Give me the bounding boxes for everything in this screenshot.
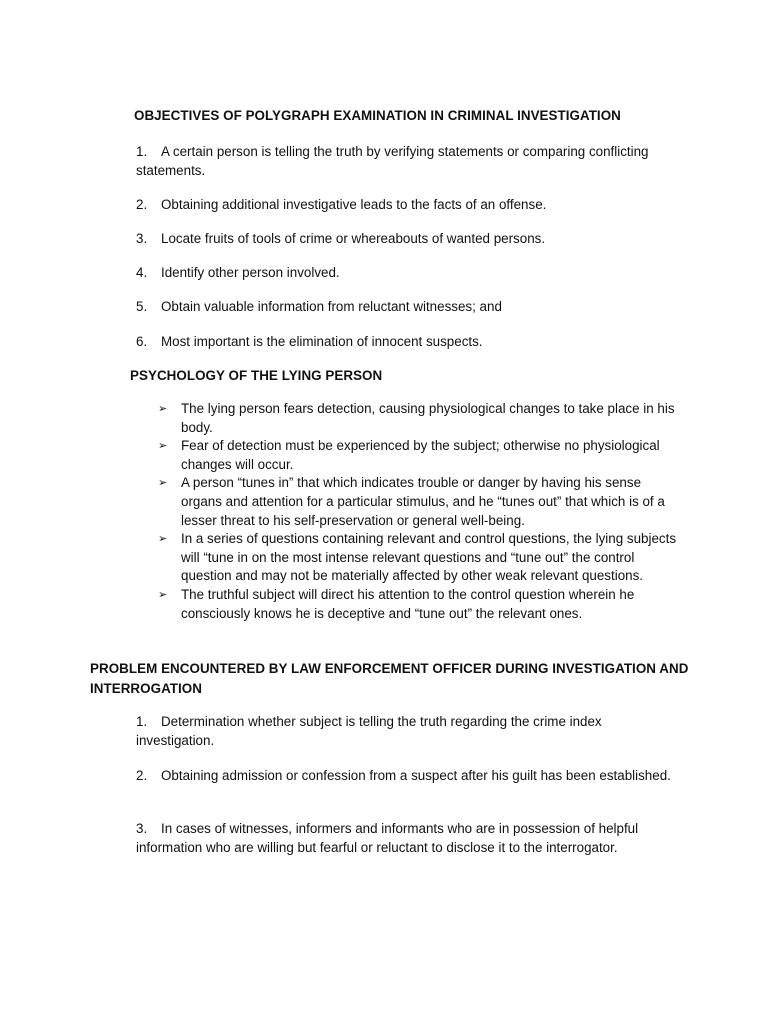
bullet-text: In a series of questions containing relevant and control questions, the lying subjects will “tune in on the most intense relevant questions and “tune out” the control question and may not be materially affected by other weak relevant questions. bbox=[181, 531, 677, 584]
item-text: Most important is the elimination of innocent suspects. bbox=[161, 334, 483, 349]
item-number: 3. bbox=[136, 231, 148, 246]
arrow-bullet-icon: ➢ bbox=[158, 533, 168, 546]
bullet-text: Fear of detection must be experienced by the subject; otherwise no physiological changes will occur. bbox=[181, 438, 660, 472]
objective-item bbox=[136, 195, 676, 214]
item-number: 4. bbox=[136, 265, 148, 280]
item-text: In cases of witnesses, informers and informants who are in possession of helpful information who are willing but fearful or reluctant to disclose it to the interrogator. bbox=[136, 821, 639, 855]
item-text: Obtaining additional investigative leads to the facts of an offense. bbox=[161, 197, 547, 212]
objective-item bbox=[136, 142, 676, 180]
item-text: A certain person is telling the truth by verifying statements or comparing conflicting statements. bbox=[136, 144, 649, 178]
item-number: 3. bbox=[136, 821, 148, 836]
objective-item bbox=[136, 229, 676, 248]
item-number: 1. bbox=[136, 714, 148, 729]
item-text: Obtain valuable information from reluctant witnesses; and bbox=[161, 299, 502, 314]
bullet-item bbox=[158, 474, 678, 530]
problem-item bbox=[136, 819, 676, 857]
bullet-item bbox=[158, 586, 678, 623]
item-number: 6. bbox=[136, 334, 148, 349]
problem-item bbox=[136, 712, 676, 750]
arrow-bullet-icon: ➢ bbox=[158, 588, 168, 601]
problem-item bbox=[136, 766, 676, 785]
item-number: 1. bbox=[136, 144, 148, 159]
item-number: 2. bbox=[136, 197, 148, 212]
problems-heading: PROBLEM ENCOUNTERED BY LAW ENFORCEMENT OFFICER DURING INVESTIGATION AND INTERROGATION bbox=[90, 661, 689, 696]
objective-item bbox=[136, 297, 676, 316]
item-text: Locate fruits of tools of crime or whereabouts of wanted persons. bbox=[161, 231, 546, 246]
item-text: Determination whether subject is telling the truth regarding the crime index investigation. bbox=[136, 714, 602, 748]
item-number: 2. bbox=[136, 768, 148, 783]
bullet-item bbox=[158, 530, 678, 586]
item-text: Identify other person involved. bbox=[161, 265, 340, 280]
arrow-bullet-icon: ➢ bbox=[158, 440, 168, 453]
item-number: 5. bbox=[136, 299, 148, 314]
objectives-heading: OBJECTIVES OF POLYGRAPH EXAMINATION IN CRIMINAL INVESTIGATION bbox=[134, 108, 621, 123]
arrow-bullet-icon: ➢ bbox=[158, 403, 168, 415]
objective-item bbox=[136, 332, 676, 351]
bullet-text: The truthful subject will direct his attention to the control question wherein he consciously knows he is deceptive and “tune out” the relevant ones. bbox=[181, 586, 635, 621]
psychology-heading: PSYCHOLOGY OF THE LYING PERSON bbox=[130, 368, 383, 383]
bullet-item bbox=[158, 437, 678, 474]
objective-item bbox=[136, 263, 676, 282]
arrow-bullet-icon: ➢ bbox=[158, 477, 168, 490]
bullet-text: The lying person fears detection, causing physiological changes to take place in his body. bbox=[181, 401, 675, 435]
bullet-item bbox=[158, 400, 678, 437]
bullet-text: A person “tunes in” that which indicates trouble or danger by having his sense organs and attention for a particular stimulus, and he “tunes out” that which is of a lesser threat to his self-preservation or general well-being. bbox=[181, 475, 665, 528]
psychology-bullet-list bbox=[158, 400, 678, 623]
item-text: Obtaining admission or confession from a suspect after his guilt has been established. bbox=[161, 768, 671, 783]
